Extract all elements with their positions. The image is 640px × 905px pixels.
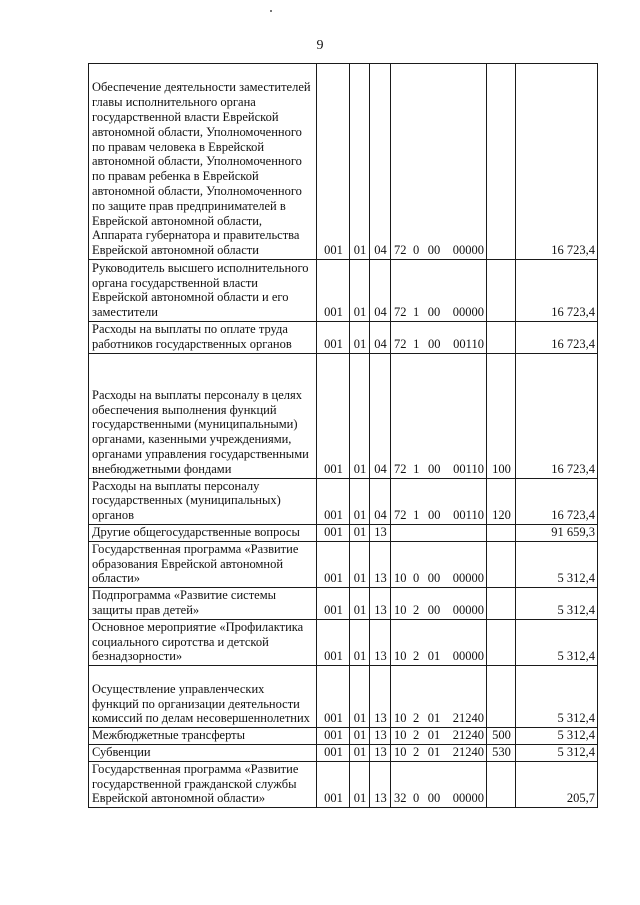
subprogram-code: 1 (413, 305, 420, 320)
activity-code: 01 (427, 744, 441, 759)
row-name-cell: Расходы на выплаты персоналу государственных (муниципальных) органов (89, 478, 317, 524)
row-name-cell: Руководитель высшего исполнительного органа государственной власти Еврейской автономной области и его заместители (89, 260, 317, 322)
agency-code-cell: 001 (317, 728, 350, 745)
row-name-cell: Расходы на выплаты по оплате труда работников государственных органов (89, 322, 317, 354)
subsection-code-cell: 13 (370, 761, 391, 807)
activity-code: 00 (427, 791, 441, 806)
target-article-code (394, 508, 484, 523)
subsection-code-cell: 13 (370, 728, 391, 745)
direction-code: 21240 (452, 728, 484, 743)
subprogram-code: 1 (413, 508, 420, 523)
direction-code: 00000 (452, 602, 484, 617)
section-code-cell: 01 (350, 64, 370, 260)
program-code: 10 (394, 571, 407, 586)
program-code: 10 (394, 728, 407, 743)
section-code-cell: 01 (350, 588, 370, 620)
amount-cell: 5 312,4 (516, 744, 598, 761)
activity-code: 01 (427, 728, 441, 743)
program-code: 72 (394, 508, 407, 523)
row-name-cell: Расходы на выплаты персоналу в целях обеспечения выполнения функций государственными (муниципальными) органами, казенными учреждениями, органами управления государственными внебюджетными фондами (89, 353, 317, 478)
program-code: 10 (394, 602, 407, 617)
target-article-code (394, 571, 484, 586)
section-code-cell: 01 (350, 322, 370, 354)
program-code: 32 (394, 791, 407, 806)
amount-cell: 91 659,3 (516, 524, 598, 541)
agency-code-cell: 001 (317, 666, 350, 728)
row-name-cell: Субвенции (89, 744, 317, 761)
table-row (89, 666, 598, 728)
subprogram-code: 2 (413, 649, 420, 664)
section-code-cell: 01 (350, 541, 370, 587)
program-code: 10 (394, 711, 407, 726)
target-article-cell (391, 619, 487, 665)
amount-cell: 5 312,4 (516, 541, 598, 587)
direction-code: 21240 (452, 744, 484, 759)
agency-code-cell: 001 (317, 64, 350, 260)
subprogram-code: 1 (413, 336, 420, 351)
direction-code: 00110 (453, 461, 484, 476)
amount-cell: 5 312,4 (516, 588, 598, 620)
section-code-cell: 01 (350, 353, 370, 478)
subprogram-code: 2 (413, 744, 420, 759)
target-article-code (394, 243, 484, 258)
target-article-cell (391, 260, 487, 322)
section-code-cell: 01 (350, 478, 370, 524)
agency-code-cell: 001 (317, 260, 350, 322)
target-article-cell (391, 64, 487, 260)
amount-cell: 16 723,4 (516, 478, 598, 524)
row-name-cell: Обеспечение деятельности заместителей главы исполнительного органа государственной власти Еврейской автономной области, Уполномоченного по правам человека в Еврейской автономной области, Уполномоченного по правам ребенка в Еврейской автономной области, Уполномоченного по защите прав предпринимателей в Еврейской автономной области, Аппарата губернатора и правительства Еврейской автономной области (89, 64, 317, 260)
subsection-code-cell: 04 (370, 322, 391, 354)
section-code-cell: 01 (350, 728, 370, 745)
target-article-code (394, 305, 484, 320)
target-article-cell (391, 666, 487, 728)
table-row (89, 64, 598, 260)
table-row (89, 353, 598, 478)
expense-type-cell (487, 588, 516, 620)
target-article-code (394, 603, 484, 618)
program-code: 72 (394, 305, 407, 320)
agency-code-cell: 001 (317, 478, 350, 524)
target-article-cell (391, 524, 487, 541)
page-number: 9 (316, 38, 324, 53)
subprogram-code: 2 (413, 602, 420, 617)
table-row (89, 744, 598, 761)
program-code: 10 (394, 649, 407, 664)
target-article-code (394, 728, 484, 743)
expense-type-cell (487, 260, 516, 322)
section-code-cell: 01 (350, 744, 370, 761)
amount-cell: 5 312,4 (516, 619, 598, 665)
amount-cell: 16 723,4 (516, 322, 598, 354)
direction-code: 00110 (453, 336, 484, 351)
target-article-cell (391, 353, 487, 478)
subprogram-code: 2 (413, 728, 420, 743)
table-row (89, 619, 598, 665)
target-article-cell (391, 322, 487, 354)
row-name-cell: Государственная программа «Развитие образования Еврейской автономной области» (89, 541, 317, 587)
activity-code: 00 (428, 461, 441, 476)
target-article-code (394, 337, 484, 352)
direction-code: 00000 (452, 791, 484, 806)
table-row (89, 541, 598, 587)
target-article-code (394, 745, 484, 760)
table-row (89, 478, 598, 524)
row-name-cell: Основное мероприятие «Профилактика социального сиротства и детской безнадзорности» (89, 619, 317, 665)
expense-type-cell (487, 524, 516, 541)
amount-cell: 16 723,4 (516, 260, 598, 322)
subsection-code-cell: 04 (370, 478, 391, 524)
target-article-cell (391, 761, 487, 807)
subsection-code-cell: 04 (370, 64, 391, 260)
target-article-code (394, 791, 484, 806)
budget-table (88, 63, 598, 808)
expense-type-cell (487, 322, 516, 354)
section-code-cell: 01 (350, 666, 370, 728)
target-article-cell (391, 541, 487, 587)
target-article-code (394, 462, 484, 477)
direction-code: 00000 (452, 305, 484, 320)
row-name-cell: Осуществление управленческих функций по организации деятельности комиссий по делам несовершеннолетних (89, 666, 317, 728)
activity-code: 00 (428, 508, 441, 523)
scan-speck (270, 10, 272, 12)
subsection-code-cell: 04 (370, 260, 391, 322)
direction-code: 00000 (452, 243, 484, 258)
program-code: 72 (394, 336, 407, 351)
row-name-cell: Подпрограмма «Развитие системы защиты прав детей» (89, 588, 317, 620)
table-row (89, 322, 598, 354)
agency-code-cell: 001 (317, 744, 350, 761)
subprogram-code: 1 (413, 461, 420, 476)
subsection-code-cell: 13 (370, 588, 391, 620)
target-article-cell (391, 728, 487, 745)
agency-code-cell: 001 (317, 322, 350, 354)
expense-type-cell (487, 64, 516, 260)
target-article-cell (391, 744, 487, 761)
expense-type-cell: 100 (487, 353, 516, 478)
amount-cell: 205,7 (516, 761, 598, 807)
row-name-cell: Другие общегосударственные вопросы (89, 524, 317, 541)
subsection-code-cell: 04 (370, 353, 391, 478)
table-row (89, 524, 598, 541)
amount-cell: 16 723,4 (516, 64, 598, 260)
agency-code-cell: 001 (317, 588, 350, 620)
activity-code: 01 (427, 711, 441, 726)
expense-type-cell (487, 541, 516, 587)
subprogram-code: 0 (413, 243, 420, 258)
program-code: 10 (394, 744, 407, 759)
direction-code: 00110 (453, 508, 484, 523)
row-name-cell: Межбюджетные трансферты (89, 728, 317, 745)
agency-code-cell: 001 (317, 541, 350, 587)
section-code-cell: 01 (350, 260, 370, 322)
subsection-code-cell: 13 (370, 666, 391, 728)
activity-code: 01 (427, 649, 441, 664)
activity-code: 00 (427, 571, 441, 586)
activity-code: 00 (427, 243, 441, 258)
target-article-code (394, 711, 484, 726)
activity-code: 00 (428, 336, 441, 351)
expense-type-cell (487, 761, 516, 807)
amount-cell: 16 723,4 (516, 353, 598, 478)
subprogram-code: 0 (413, 571, 420, 586)
direction-code: 00000 (452, 571, 484, 586)
target-article-cell (391, 478, 487, 524)
budget-table-body (89, 64, 598, 808)
table-row (89, 761, 598, 807)
subprogram-code: 2 (413, 711, 420, 726)
subsection-code-cell: 13 (370, 744, 391, 761)
agency-code-cell: 001 (317, 761, 350, 807)
row-name-cell: Государственная программа «Развитие государственной гражданской службы Еврейской автономной области» (89, 761, 317, 807)
section-code-cell: 01 (350, 524, 370, 541)
target-article-code (394, 649, 484, 664)
direction-code: 21240 (452, 711, 484, 726)
subsection-code-cell: 13 (370, 524, 391, 541)
agency-code-cell: 001 (317, 353, 350, 478)
section-code-cell: 01 (350, 619, 370, 665)
program-code: 72 (394, 461, 407, 476)
amount-cell: 5 312,4 (516, 728, 598, 745)
expense-type-cell (487, 619, 516, 665)
expense-type-cell: 530 (487, 744, 516, 761)
table-row (89, 588, 598, 620)
agency-code-cell: 001 (317, 619, 350, 665)
activity-code: 00 (427, 602, 441, 617)
direction-code: 00000 (452, 649, 484, 664)
subprogram-code: 0 (413, 791, 420, 806)
agency-code-cell: 001 (317, 524, 350, 541)
expense-type-cell: 120 (487, 478, 516, 524)
subsection-code-cell: 13 (370, 619, 391, 665)
expense-type-cell: 500 (487, 728, 516, 745)
table-row (89, 728, 598, 745)
subsection-code-cell: 13 (370, 541, 391, 587)
target-article-cell (391, 588, 487, 620)
activity-code: 00 (427, 305, 441, 320)
amount-cell: 5 312,4 (516, 666, 598, 728)
program-code: 72 (394, 243, 407, 258)
table-row (89, 260, 598, 322)
section-code-cell: 01 (350, 761, 370, 807)
expense-type-cell (487, 666, 516, 728)
